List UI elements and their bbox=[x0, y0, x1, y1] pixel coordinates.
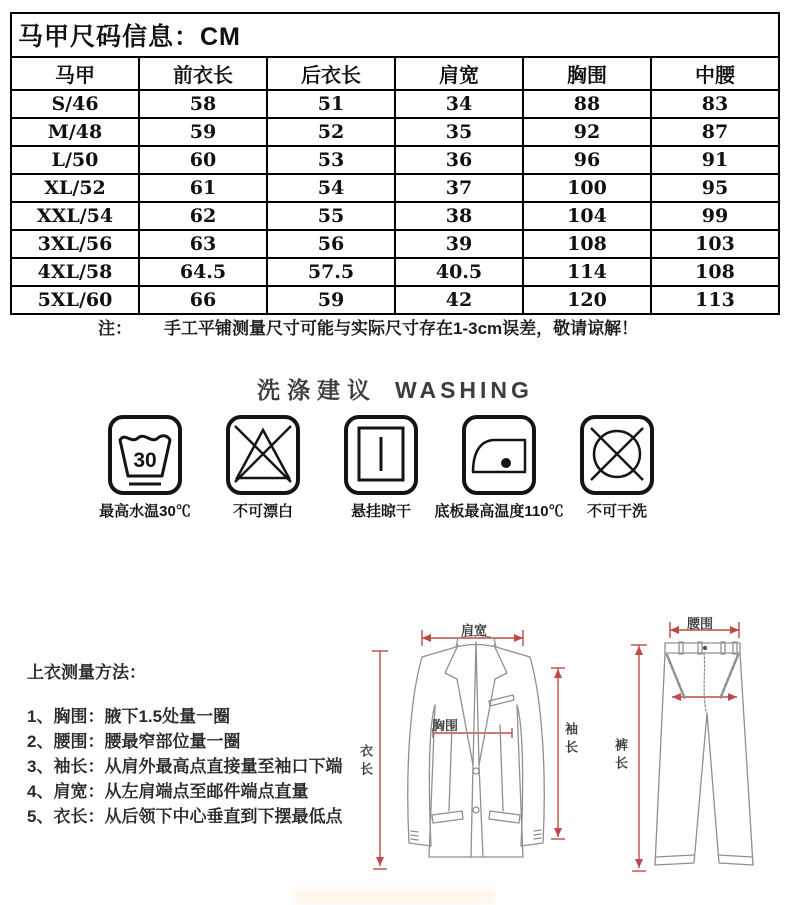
size-cell: 51 bbox=[267, 90, 395, 118]
size-cell: 100 bbox=[523, 174, 651, 202]
table-title: 马甲尺码信息：CM bbox=[11, 13, 779, 57]
washing-item bbox=[322, 414, 440, 521]
washing-icon-label: 悬挂晾干 bbox=[350, 503, 411, 520]
size-cell: 120 bbox=[523, 286, 651, 314]
measure-item: 5、衣长：从后领下中心垂直到下摆最低点 bbox=[27, 807, 343, 826]
size-cell: 66 bbox=[139, 286, 267, 314]
size-cell: XXL/54 bbox=[11, 202, 139, 230]
size-cell: 96 bbox=[523, 146, 651, 174]
washing-icon-label: 不可干洗 bbox=[586, 503, 647, 520]
size-cell: 62 bbox=[139, 202, 267, 230]
washing-item bbox=[86, 414, 204, 521]
size-cell: S/46 bbox=[11, 90, 139, 118]
wash-30-icon bbox=[107, 414, 183, 496]
size-cell: 104 bbox=[523, 202, 651, 230]
size-cell: 63 bbox=[139, 230, 267, 258]
table-row bbox=[11, 230, 779, 258]
table-title-row bbox=[11, 13, 779, 57]
size-cell: 91 bbox=[651, 146, 779, 174]
size-cell: 108 bbox=[651, 258, 779, 286]
note-text: 手工平铺测量尺寸可能与实际尺寸存在1-3cm误差，敬请谅解！ bbox=[164, 319, 639, 338]
size-cell: 114 bbox=[523, 258, 651, 286]
table-row bbox=[11, 202, 779, 230]
column-header: 胸围 bbox=[523, 57, 651, 90]
size-cell: 53 bbox=[267, 146, 395, 174]
size-cell: 4XL/58 bbox=[11, 258, 139, 286]
size-cell: 92 bbox=[523, 118, 651, 146]
note-label: 注： bbox=[98, 319, 132, 338]
column-header: 马甲 bbox=[11, 57, 139, 90]
table-row bbox=[11, 146, 779, 174]
size-cell: 52 bbox=[267, 118, 395, 146]
size-cell: 64.5 bbox=[139, 258, 267, 286]
size-cell: 58 bbox=[139, 90, 267, 118]
size-cell: 39 bbox=[395, 230, 523, 258]
size-cell: XL/52 bbox=[11, 174, 139, 202]
washing-icon-label: 最高水温30℃ bbox=[99, 503, 191, 520]
column-header: 后衣长 bbox=[267, 57, 395, 90]
size-table bbox=[10, 12, 780, 315]
hang-dry-icon bbox=[343, 414, 419, 496]
size-cell: 3XL/56 bbox=[11, 230, 139, 258]
table-row bbox=[11, 118, 779, 146]
size-cell: 34 bbox=[395, 90, 523, 118]
measure-guide-list bbox=[27, 704, 342, 829]
table-row bbox=[11, 258, 779, 286]
size-cell: 108 bbox=[523, 230, 651, 258]
washing-section-title bbox=[0, 372, 790, 405]
measure-guide-title: 上衣测量方法： bbox=[27, 663, 146, 682]
size-cell: 59 bbox=[267, 286, 395, 314]
measure-tolerance-note bbox=[98, 314, 638, 339]
jacket-diagram bbox=[355, 605, 590, 875]
washing-item bbox=[204, 414, 322, 521]
size-cell: 88 bbox=[523, 90, 651, 118]
garment-length-label: 衣长 bbox=[358, 744, 373, 780]
svg-text:30: 30 bbox=[133, 449, 157, 472]
size-cell: 59 bbox=[139, 118, 267, 146]
size-cell: 5XL/60 bbox=[11, 286, 139, 314]
size-cell: 87 bbox=[651, 118, 779, 146]
size-cell: 103 bbox=[651, 230, 779, 258]
table-row bbox=[11, 174, 779, 202]
pants-length-label: 裤长 bbox=[613, 738, 628, 774]
size-cell: L/50 bbox=[11, 146, 139, 174]
size-cell: 61 bbox=[139, 174, 267, 202]
washing-icons-row bbox=[86, 414, 676, 521]
column-header: 肩宽 bbox=[395, 57, 523, 90]
measure-item: 2、腰围：腰最窄部位量一圈 bbox=[27, 732, 241, 751]
size-cell: 55 bbox=[267, 202, 395, 230]
measure-item: 1、胸围：腋下1.5处量一圈 bbox=[27, 707, 231, 726]
size-cell: 40.5 bbox=[395, 258, 523, 286]
faint-watermark bbox=[295, 889, 495, 905]
column-header: 中腰 bbox=[651, 57, 779, 90]
size-cell: 36 bbox=[395, 146, 523, 174]
size-cell: 35 bbox=[395, 118, 523, 146]
column-header: 前衣长 bbox=[139, 57, 267, 90]
washing-title-cn: 洗涤建议 bbox=[257, 377, 378, 403]
size-cell: 95 bbox=[651, 174, 779, 202]
chest-label: 胸围 bbox=[432, 718, 459, 733]
iron-110-icon bbox=[461, 414, 537, 496]
size-cell: 54 bbox=[267, 174, 395, 202]
washing-item bbox=[434, 414, 564, 521]
size-cell: 42 bbox=[395, 286, 523, 314]
size-cell: 99 bbox=[651, 202, 779, 230]
size-cell: 57.5 bbox=[267, 258, 395, 286]
table-header-row bbox=[11, 57, 779, 90]
table-row bbox=[11, 286, 779, 314]
no-bleach-icon bbox=[225, 414, 301, 496]
waist-label: 腰围 bbox=[687, 616, 714, 631]
size-cell: 37 bbox=[395, 174, 523, 202]
size-cell: 38 bbox=[395, 202, 523, 230]
washing-icon-label: 不可漂白 bbox=[232, 503, 293, 520]
size-cell: 113 bbox=[651, 286, 779, 314]
washing-icon-label: 底板最高温度110℃ bbox=[434, 503, 564, 520]
size-cell: 60 bbox=[139, 146, 267, 174]
washing-title-en: WASHING bbox=[395, 377, 533, 403]
shoulder-width-label: 肩宽 bbox=[461, 623, 488, 638]
table-row bbox=[11, 90, 779, 118]
no-dry-clean-icon bbox=[579, 414, 655, 496]
size-cell: 83 bbox=[651, 90, 779, 118]
measure-item: 3、袖长：从肩外最高点直接量至袖口下端 bbox=[27, 757, 343, 776]
washing-item bbox=[558, 414, 676, 521]
measure-item: 4、肩宽：从左肩端点至邮件端点直量 bbox=[27, 782, 309, 801]
size-cell: 56 bbox=[267, 230, 395, 258]
sleeve-length-label: 袖长 bbox=[563, 722, 578, 758]
size-cell: M/48 bbox=[11, 118, 139, 146]
